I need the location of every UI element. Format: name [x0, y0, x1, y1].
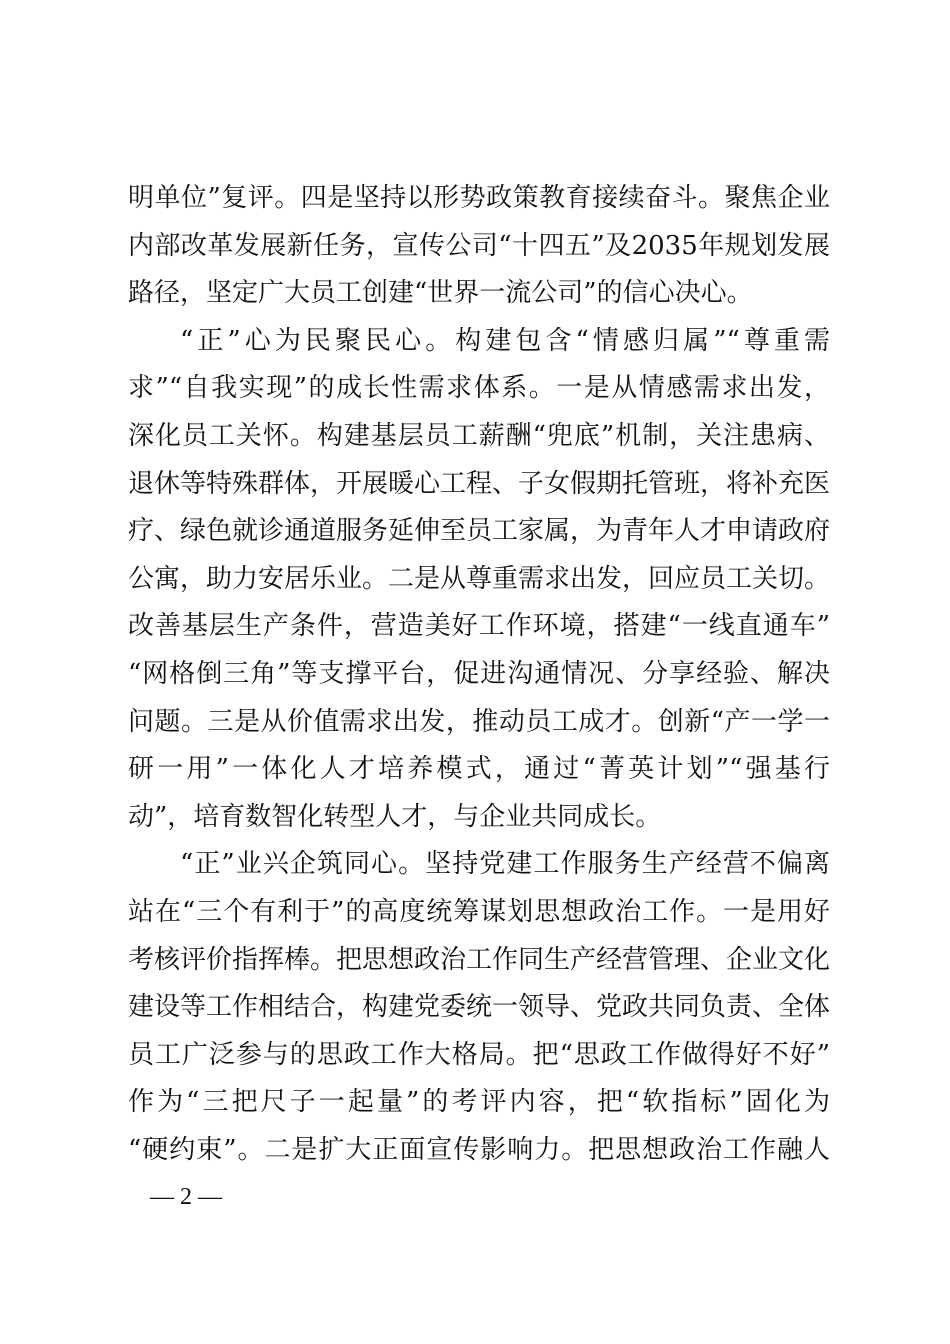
text-line: 动”，培育数智化转型人才，与企业共同成长。 [128, 801, 662, 832]
text-line: 建设等工作相结合，构建党委统一领导、党政共同负责、全体 [128, 992, 830, 1023]
paragraph-first-line: “正”心为民聚民心。构建包含“情感归属”“尊重需 [180, 325, 830, 356]
text-line: 研一用”一体化人才培养模式，通过“菁英计划”“强基行 [128, 754, 830, 785]
text-line: 作为“三把尺子一起量”的考评内容，把“软指标”固化为 [128, 1087, 830, 1118]
text-line: 公寓，助力安居乐业。二是从尊重需求出发，回应员工关切。 [128, 563, 830, 594]
text-line: 考核评价指挥棒。把思想政治工作同生产经营管理、企业文化 [128, 944, 830, 975]
text-line: “网格倒三角”等支撑平台，促进沟通情况、分享经验、解决 [128, 658, 830, 689]
text-line: 深化员工关怀。构建基层员工薪酬“兜底”机制，关注患病、 [128, 420, 830, 451]
text-line: 求”“自我实现”的成长性需求体系。一是从情感需求出发， [128, 373, 830, 404]
text-line: 路径，坚定广大员工创建“世界一流公司”的信心决心。 [128, 278, 753, 309]
text-line: 疗、绿色就诊通道服务延伸至员工家属，为青年人才申请政府 [128, 516, 830, 547]
text-line: 内部改革发展新任务，宣传公司“十四五”及2035年规划发展 [128, 230, 830, 261]
text-line: 改善基层生产条件，营造美好工作环境，搭建“一线直通车” [128, 611, 830, 642]
text-line: 退休等特殊群体，开展暖心工程、子女假期托管班，将补充医 [128, 468, 830, 499]
text-line: 问题。三是从价值需求出发，推动员工成才。创新“产一学一 [128, 706, 830, 737]
body-text [128, 175, 830, 1174]
text-line: 站在“三个有利于”的高度统筹谋划思想政治工作。一是用好 [128, 896, 830, 927]
text-line: 员工广泛参与的思政工作大格局。把“思政工作做得好不好” [128, 1039, 830, 1070]
text-line: “硬约束”。二是扩大正面宣传影响力。把思想政治工作融人 [128, 1134, 830, 1165]
text-line: 明单位”复评。四是坚持以形势政策教育接续奋斗。聚焦企业 [128, 183, 830, 213]
paragraph-first-line: “正”业兴企筑同心。坚持党建工作服务生产经营不偏离 [180, 849, 830, 880]
page-number: — 2 — [150, 1184, 222, 1210]
